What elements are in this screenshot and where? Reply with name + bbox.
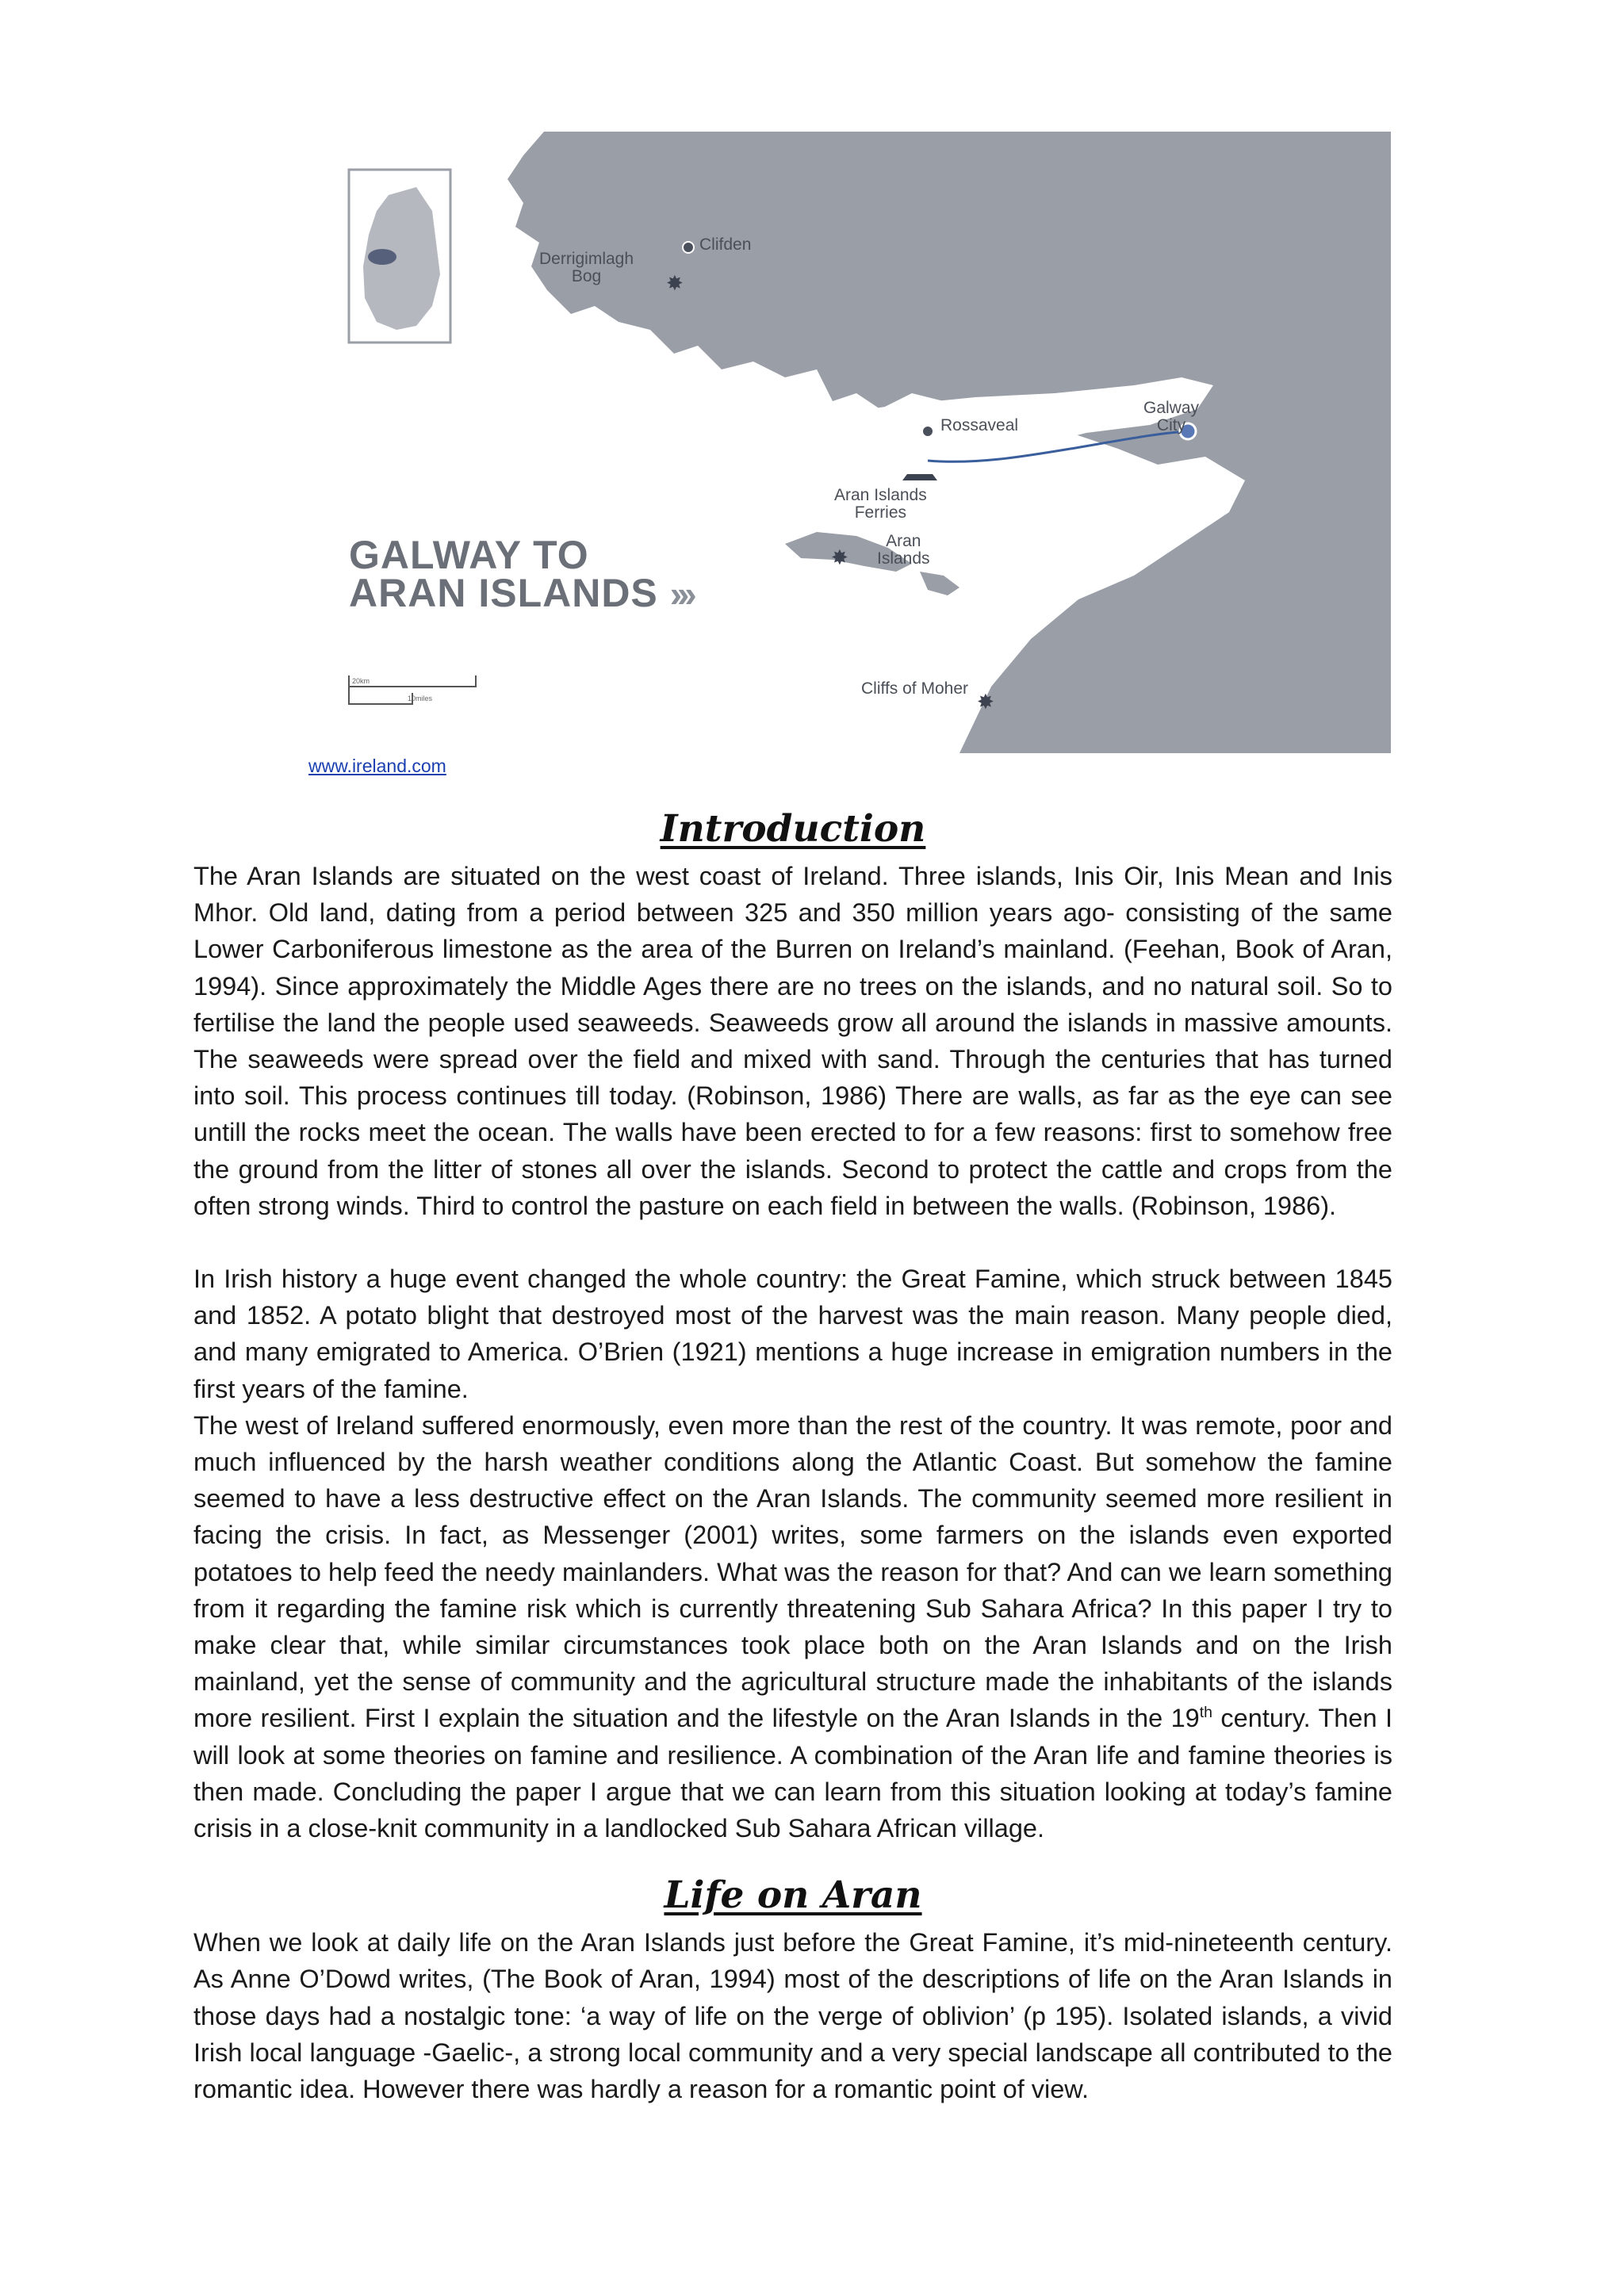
label-rossaveal: Rossaveal <box>940 416 1019 434</box>
life-paragraph-1: When we look at daily life on the Aran Islands just before the Great Famine, it’s mid-nineteenth century. As Anne O’Dowd writes, (The Book of Aran, 1994) most of the descriptions of life on the Aran Islands in those days had a nostalgic tone: ‘a way of life on the verge of oblivion’ (p 195). Isolated islands, a vivid Irish local language -Gaelic-, a strong local community and a very special landscape all contributed to the romantic idea. However there was hardly a reason for a romantic point of view. <box>193 1928 1392 2104</box>
label-ferries-line1: Aran Islands <box>834 486 927 504</box>
chevrons-icon: ››› <box>669 573 692 614</box>
intro-paragraph-2: In Irish history a huge event changed the whole country: the Great Famine, which struck between 1845 and 1852. A potato blight that destroyed most of the harvest was the main reason. Many people died, and many emigrated to America. O’Brien (1921) mentions a huge increase in emigration numbers in the first years of the famine. <box>193 1265 1392 1403</box>
heading-introduction: Introduction <box>660 807 926 851</box>
label-galway-line2: City <box>1156 416 1186 434</box>
label-galway-line1: Galway <box>1143 399 1200 417</box>
label-derrigimlagh-line2: Bog <box>571 267 602 285</box>
map-aran-island-small <box>920 572 959 595</box>
map-figure <box>341 132 1391 753</box>
label-aran <box>877 533 930 568</box>
source-link[interactable]: www.ireland.com <box>308 756 446 776</box>
map-cliffs-star: ✸ <box>977 690 994 714</box>
map-clifden-marker <box>683 242 694 253</box>
map-rossaveal-marker <box>922 426 933 437</box>
scale-miles: 10miles <box>408 695 433 702</box>
label-galway <box>1143 400 1199 434</box>
superscript-th: th <box>1199 1704 1213 1722</box>
map-title-line1: GALWAY TO <box>349 533 589 577</box>
document-body <box>193 801 1392 2107</box>
label-cliffs: Cliffs of Moher <box>861 679 968 698</box>
label-aran-line2: Islands <box>877 549 930 568</box>
intro-paragraph-3 <box>193 1407 1392 1846</box>
map-title <box>349 533 692 615</box>
intro-paragraph-3-tail: century. Then I will look at some theories on famine and resilience. A combination of the Aran life and famine theories is then made. Concluding the paper I argue that we can learn from this situation looking at today’s famine crisis in a close-knit community in a landlocked Sub Sahara African village. <box>193 1704 1392 1843</box>
label-derrigimlagh-line1: Derrigimlagh <box>539 250 634 268</box>
intro-paragraph-1: The Aran Islands are situated on the west coast of Ireland. Three islands, Inis Oir, Inis Mean and Inis Mhor. Old land, dating from a period between 325 and 350 million years ago- consisting of the same Lower Carboniferous limestone as the area of the Burren on Ireland’s mainland. (Feehan, Book of Aran, 1994). Since approximately the Middle Ages there are no trees on the islands, and no natural soil. So to fertilise the land the people used seaweeds. Seaweeds grow all around the islands in massive amounts. The seaweeds were spread over the field and mixed with sand. Through the centuries that has turned into soil. This process continues till today. (Robinson, 1986) There are walls, as far as the eye can see untill the rocks meet the ocean. The walls have been erected to for a few reasons: first to somehow free the ground from the litter of stones all over the islands. Second to protect the cattle and crops from the often strong winds. Third to control the pasture on each field in between the walls. (Robinson, 1986). <box>193 862 1392 1220</box>
label-aran-line1: Aran <box>886 532 921 550</box>
map-aran-star: ✸ <box>831 545 848 569</box>
map-derrigimlagh-star: ✸ <box>666 271 684 295</box>
label-ferries-line2: Ferries <box>854 503 907 522</box>
map-inset-highlight <box>368 249 396 265</box>
map-ferry-icon <box>902 474 937 480</box>
label-ferries <box>834 487 927 522</box>
map-title-line2: ARAN ISLANDS <box>349 571 658 615</box>
label-clifden: Clifden <box>699 235 752 254</box>
intro-paragraph-3-text: The west of Ireland suffered enormously, even more than the rest of the country. It was remote, poor and much influenced by the harsh weather conditions along the Atlantic Coast. But somehow the famine seemed to have a less destructive effect on the Aran Islands. The community seemed more resilient in facing the crisis. In fact, as Messenger (2001) writes, some farmers on the islands even exported potatoes to help feed the needy mainlanders. What was the reason for that? And can we learn something from it regarding the famine risk which is currently threatening Sub Sahara Africa? In this paper I try to make clear that, while similar circumstances took place both on the Aran Islands and on the Irish mainland, yet the sense of community and the agricultural structure made the inhabitants of the islands more resilient. First I explain the situation and the lifestyle on the Aran Islands in the 19 <box>193 1410 1392 1733</box>
heading-life-on-aran: Life on Aran <box>664 1873 922 1918</box>
map-graphic <box>341 132 1391 753</box>
label-derrigimlagh <box>539 251 634 285</box>
scale-km: 20km <box>352 677 370 685</box>
